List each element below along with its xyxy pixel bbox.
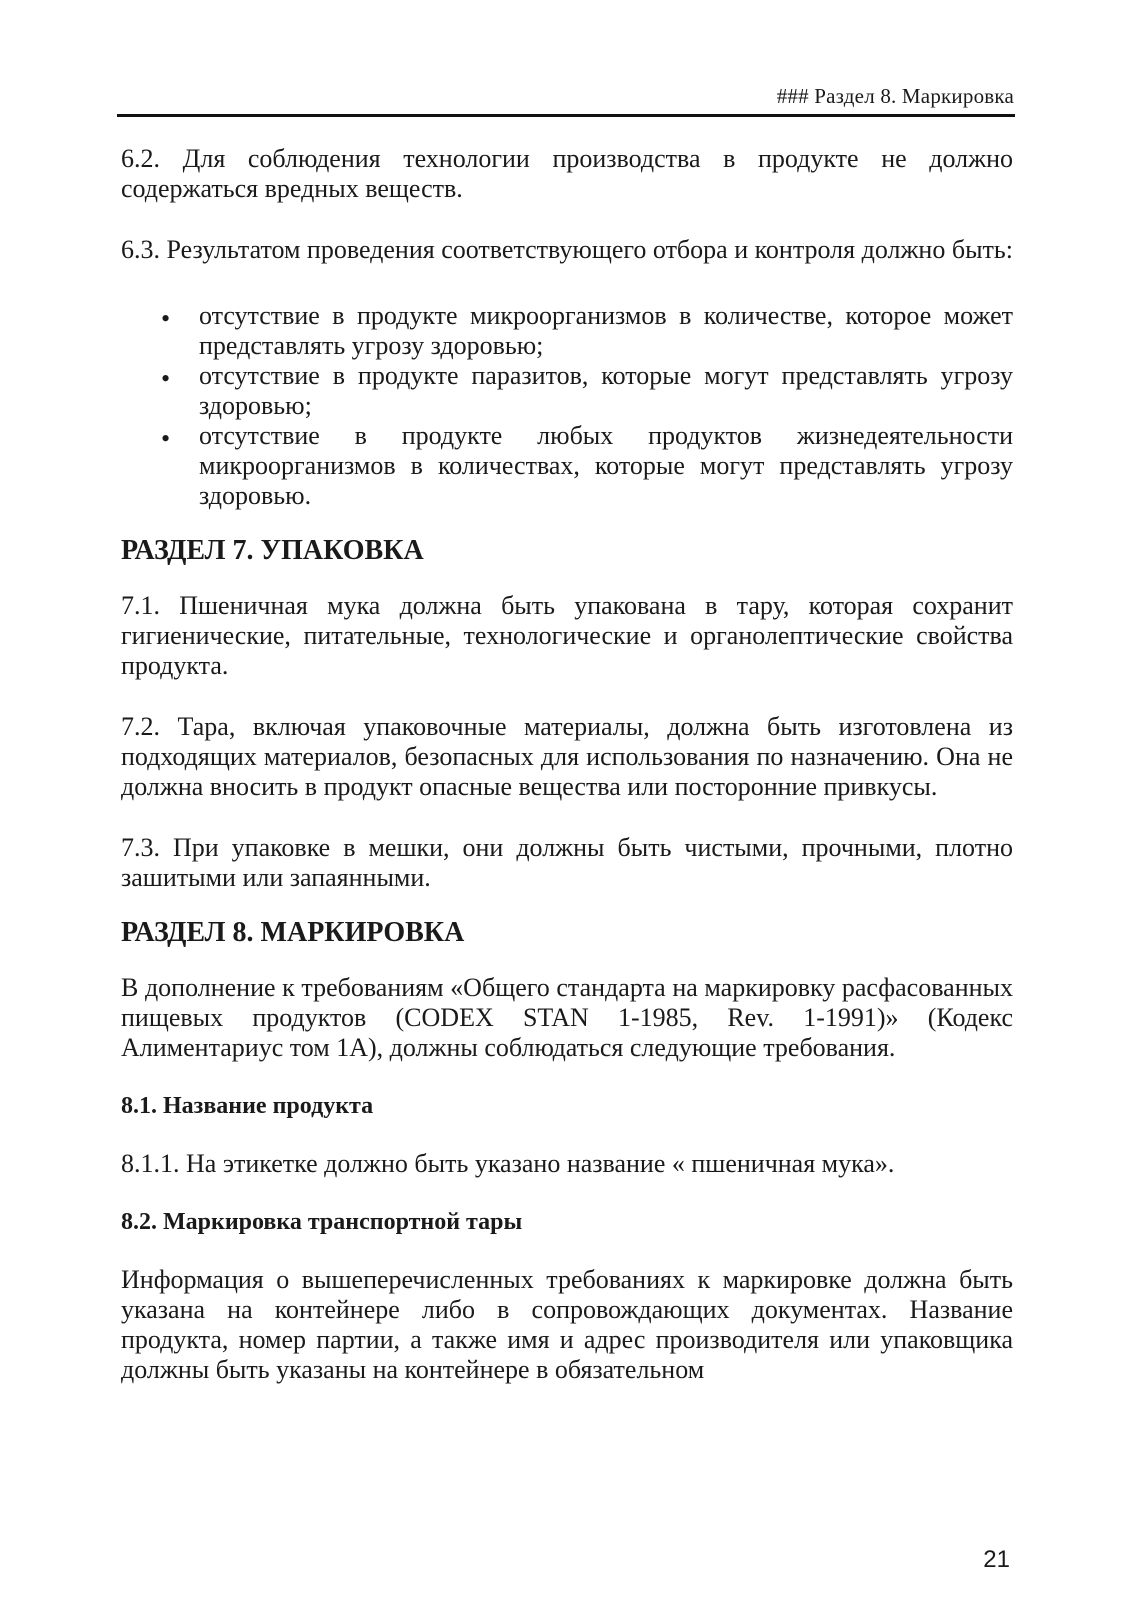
paragraph-8-1-1: 8.1.1. На этикетке должно быть указано название « пшеничная мука». (121, 1149, 895, 1178)
bullet-icon: • (161, 424, 171, 453)
paragraph-7-3: 7.3. При упаковке в мешки, они должны быть чистыми, прочными, плотно зашитыми или запаянными. (121, 833, 1013, 892)
list-item: • отсутствие в продукте микроорганизмов в количестве, которое может представлять угрозу здоровью; (161, 301, 1013, 360)
paragraph-7-2: 7.2. Тара, включая упаковочные материалы, должна быть изготовлена из подходящих материалов, безопасных для использования по назначению. Она не должна вносить в продукт опасные вещества или посторонние привкусы. (121, 712, 1013, 801)
paragraph-6-3: 6.3. Результатом проведения соответствующего отбора и контроля должно быть: (121, 235, 1013, 264)
bullet-icon: • (161, 364, 171, 393)
header-rule (117, 114, 1015, 117)
paragraph-7-1: 7.1. Пшеничная мука должна быть упакована в тару, которая сохранит гигиенические, питательные, технологические и органолептические свойства продукта. (121, 591, 1013, 680)
paragraph-8-intro: В дополнение к требованиям «Общего стандарта на маркировку расфасованных пищевых продуктов (CODEX STAN 1-1985, Rev. 1-1991)» (Кодекс Алиментариус том 1А), должны соблюдаться следующие требования. (121, 973, 1013, 1062)
paragraph-8-2: Информация о вышеперечисленных требованиях к маркировке должна быть указана на контейнере либо в сопровождающих документах. Название продукта, номер партии, а также имя и адрес производителя или упаковщика должны быть указаны на контейнере в обязательном (121, 1265, 1013, 1384)
list-item: • отсутствие в продукте любых продуктов жизнедеятельности микроорганизмов в количествах, которые могут представлять угрозу здоровью. (161, 421, 1013, 510)
page-body (121, 144, 1013, 1385)
section-8-heading: РАЗДЕЛ 8. МАРКИРОВКА (121, 917, 465, 948)
page-number: 21 (983, 1546, 1010, 1573)
subsection-8-1-heading: 8.1. Название продукта (121, 1093, 374, 1119)
list-item: • отсутствие в продукте паразитов, которые могут представлять угрозу здоровью; (161, 361, 1013, 420)
requirements-list (121, 301, 1013, 511)
section-7-heading: РАЗДЕЛ 7. УПАКОВКА (121, 535, 424, 566)
running-header: ### Раздел 8. Маркировка (776, 84, 1014, 108)
subsection-8-2-heading: 8.2. Маркировка транспортной тары (121, 1209, 523, 1235)
paragraph-6-2: 6.2. Для соблюдения технологии производства в продукте не должно содержаться вредных веществ. (121, 144, 1013, 203)
bullet-icon: • (161, 304, 171, 333)
